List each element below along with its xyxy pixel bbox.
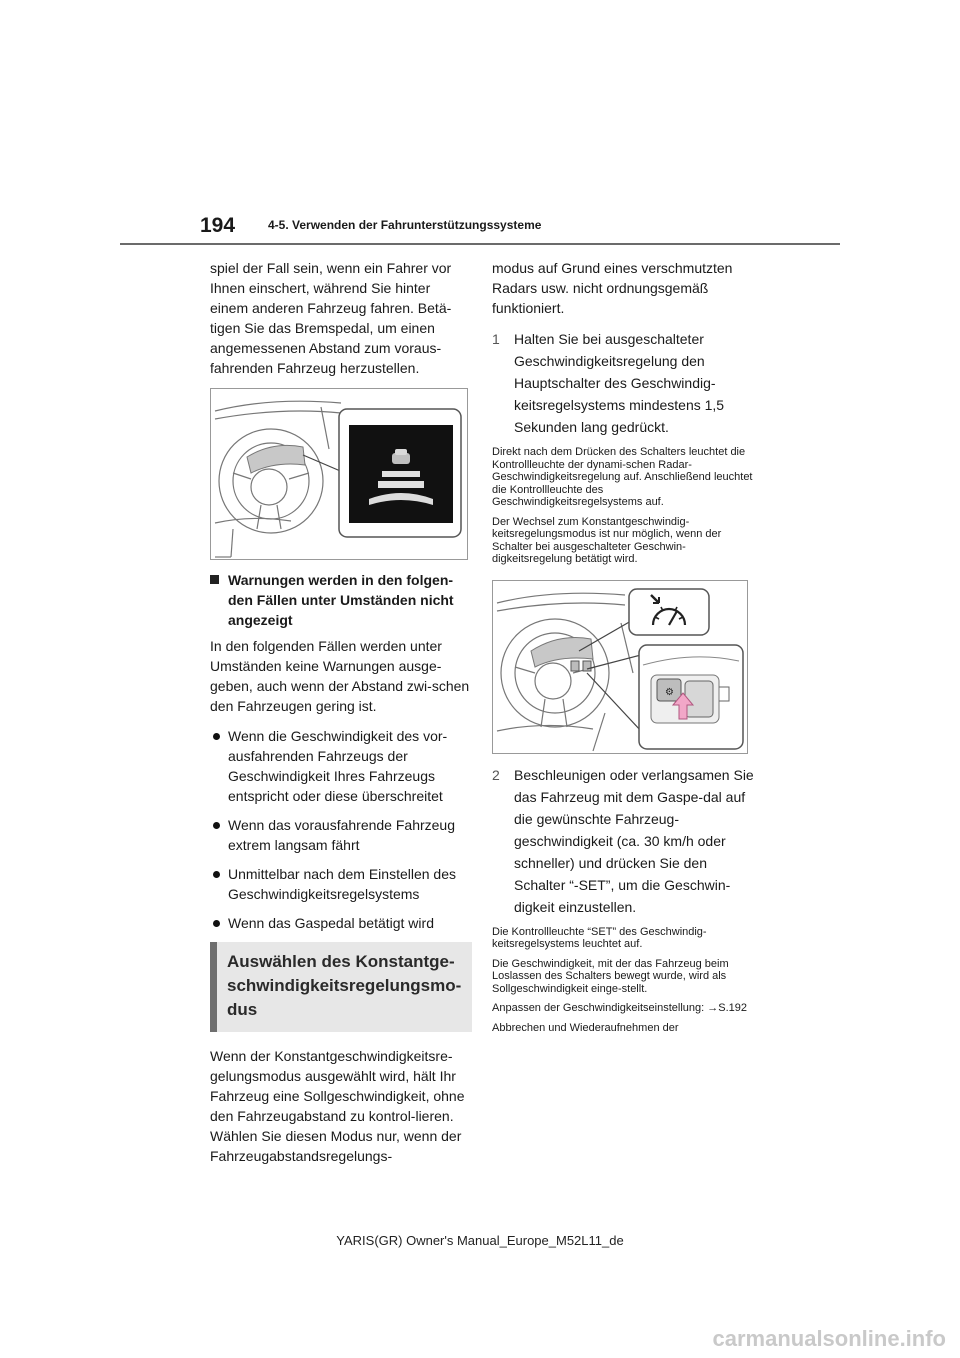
section-title: 4-5. Verwenden der Fahrunterstützungssysteme: [268, 218, 542, 232]
bullet-item: [210, 864, 472, 904]
footer-manual-id: YARIS(GR) Owner's Manual_Europe_M52L11_de: [336, 1233, 624, 1248]
note: Direkt nach dem Drücken des Schalters leuchtet die Kontrollleuchte der dynami-schen Radar-Geschwindigkeitsregelung auf. Anschließend leuchtet die Kontrollleuchte des Geschwindigkeitsregelsystems auf.: [492, 446, 753, 508]
page-number: 194: [200, 214, 236, 237]
dashboard-illustration: [211, 389, 467, 559]
bullet-dot-icon: [213, 733, 220, 740]
warnings-heading-text: Warnungen werden in den folgen-den Fällen unter Umständen nicht angezeigt: [228, 572, 454, 628]
warnings-paragraph: In den folgenden Fällen werden unter Umständen keine Warnungen ausge-geben, auch wenn der Abstand zwi-schen den Fahrzeugen gering ist.: [210, 638, 470, 714]
watermark: carmanualsonline.info: [712, 1326, 946, 1351]
note: Abbrechen und Wiederaufnehmen der: [492, 1021, 679, 1034]
step-text: Beschleunigen oder verlangsamen Sie das Fahrzeug mit dem Gaspe-dal auf die gewünschte Fahrzeug-geschwindigkeit (ca. 30 km/h oder schneller) und drücken Sie den Schalter “-SET”, um die Geschwin-digkeit einzustellen.: [514, 766, 754, 915]
figure-cruise-switch: [492, 580, 748, 754]
step-number: 2: [492, 766, 500, 783]
mode-paragraph: Wenn der Konstantgeschwindigkeitsre-gelungsmodus ausgewählt wird, hält Ihr Fahrzeug eine Sollgeschwindigkeit, ohne den Fahrzeugabstand zu kontrol-lieren. Wählen Sie diesen Modus nur, wenn der Fahrzeugabstandsregelungs-: [210, 1048, 465, 1164]
mode-heading-box: [210, 942, 472, 1032]
bullet-text: Wenn das vorausfahrende Fahrzeug extrem langsam fährt: [228, 817, 455, 853]
continuation-paragraph: modus auf Grund eines verschmutzten Radars usw. nicht ordnungsgemäß funktioniert.: [492, 260, 733, 316]
bullet-text: Wenn die Geschwindigkeit des vor-ausfahrenden Fahrzeugs der Geschwindigkeit Ihres Fahrzeugs entspricht oder diese überschreitet: [228, 728, 448, 804]
svg-text:⚙: ⚙: [665, 686, 674, 698]
warnings-heading: [210, 570, 472, 630]
steering-switch-illustration: [493, 581, 747, 753]
bullet-item: [210, 815, 472, 855]
right-column: [492, 258, 754, 1041]
bullet-item: [210, 913, 472, 933]
note: Die Geschwindigkeit, mit der das Fahrzeug beim Loslassen des Schalters bewegt wurde, wird als Sollgeschwindigkeit einge-stellt.: [492, 957, 729, 995]
note: Der Wechsel zum Konstantgeschwindig-keitsregelungsmodus ist nur möglich, wenn der Schalter bei ausgeschalteter Geschwin-digkeitsregelung betätigt wird.: [492, 515, 722, 565]
speedometer-indicator-icon: [629, 589, 709, 635]
cruise-switch-closeup: [639, 645, 743, 749]
bullet-dot-icon: [213, 822, 220, 829]
mode-heading: Auswählen des Konstantge-schwindigkeitsregelungsmo-dus: [227, 952, 462, 1019]
bullet-dot-icon: [213, 871, 220, 878]
step-1: [492, 328, 754, 438]
bullet-text: Unmittelbar nach dem Einstellen des Geschwindigkeitsregelsystems: [228, 866, 457, 902]
note: Die Kontrollleuchte “SET” des Geschwindig-keitsregelsystems leuchtet auf.: [492, 925, 707, 950]
step-2: [492, 764, 754, 918]
left-column: [210, 258, 472, 1176]
step-number: 1: [492, 331, 500, 347]
step-text: Halten Sie bei ausgeschalteter Geschwindigkeitsregelung den Hauptschalter des Geschwindig-keitsregelsystems mindestens 1,5 Sekunden lang gedrückt.: [514, 331, 725, 435]
intro-paragraph: spiel der Fall sein, wenn ein Fahrer vor Ihnen einschert, während Sie hinter einem anderen Fahrzeug fahren. Betä-tigen Sie das Bremspedal, um einen angemessenen Abstand zum voraus-fahrenden Fahrzeug herzustellen.: [210, 260, 452, 376]
figure-distance-warning: [210, 388, 468, 560]
bullet-text: Wenn das Gaspedal betätigt wird: [228, 915, 434, 931]
bullet-dot-icon: [213, 920, 220, 927]
header-rule: [120, 243, 840, 245]
square-bullet-icon: [210, 575, 219, 584]
note: Anpassen der Geschwindigkeitseinstellung: →S.192: [492, 1002, 747, 1014]
bullet-item: [210, 726, 472, 806]
